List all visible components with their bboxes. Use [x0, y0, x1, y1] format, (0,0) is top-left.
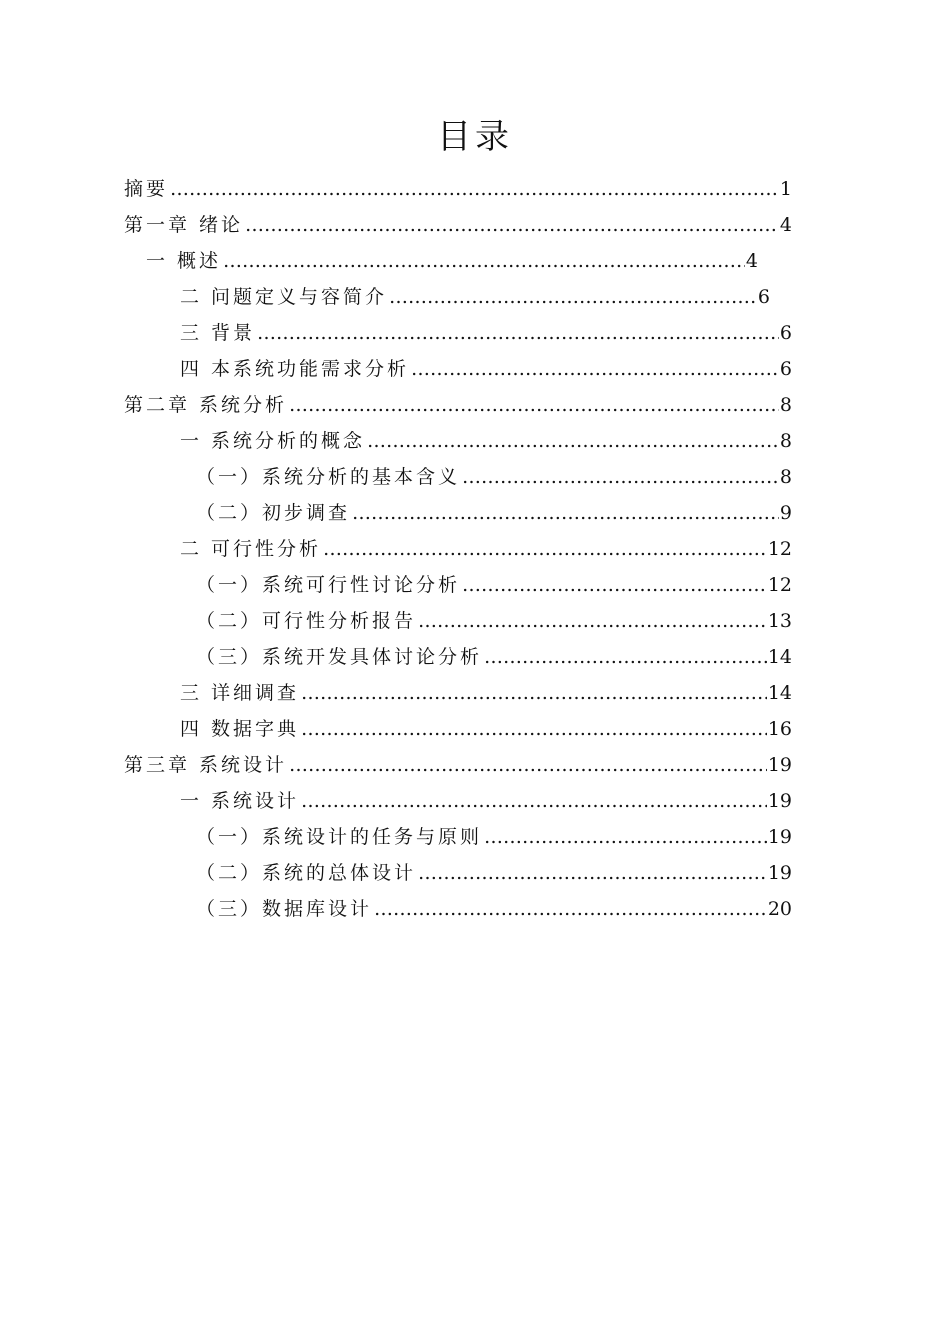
toc-entry-3-1[interactable] — [180, 786, 792, 816]
toc-entry-label: 一 系统分析的概念 — [180, 430, 366, 452]
toc-entry-2-3[interactable] — [180, 678, 792, 708]
toc-page-number: 4 — [779, 214, 792, 236]
toc-entry-label: （一）系统分析的基本含义 — [196, 466, 461, 488]
toc-entry-1-3[interactable] — [180, 318, 792, 348]
toc-entry-label: 三 背景 — [180, 322, 256, 344]
toc-entry-2-2-1[interactable] — [196, 570, 792, 600]
toc-entry-label: （二）初步调查 — [196, 502, 351, 524]
toc-page-number: 19 — [767, 790, 792, 812]
toc-page-number: 4 — [745, 250, 758, 272]
toc-leader-dots — [301, 786, 767, 816]
toc-entry-2-2[interactable] — [180, 534, 792, 564]
toc-leader-dots — [389, 282, 757, 312]
toc-entry-label: （一）系统可行性讨论分析 — [196, 574, 461, 596]
toc-entry-label: 第三章 系统设计 — [124, 754, 288, 776]
toc-leader-dots — [245, 210, 779, 240]
toc-entry-3-1-3[interactable] — [196, 894, 792, 924]
toc-entry-1-2[interactable] — [180, 282, 770, 312]
toc-entry-label: 四 数据字典 — [180, 718, 300, 740]
toc-entry-2-2-2[interactable] — [196, 606, 792, 636]
toc-entry-2-1-2[interactable] — [196, 498, 792, 528]
toc-page-number: 8 — [779, 394, 792, 416]
toc-entry-label: 四 本系统功能需求分析 — [180, 358, 410, 380]
toc-entry-label: （一）系统设计的任务与原则 — [196, 826, 483, 848]
toc-entry-label: 第一章 绪论 — [124, 214, 244, 236]
toc-page-number: 14 — [767, 646, 792, 668]
toc-leader-dots — [301, 678, 767, 708]
toc-entry-1-4[interactable] — [180, 354, 792, 384]
toc-leader-dots — [223, 246, 745, 276]
toc-page-number: 19 — [767, 754, 792, 776]
toc-entry-chapter-2[interactable] — [124, 390, 792, 420]
toc-leader-dots — [411, 354, 779, 384]
toc-entry-2-1[interactable] — [180, 426, 792, 456]
toc-page-number: 12 — [767, 538, 792, 560]
toc-leader-dots — [418, 858, 767, 888]
toc-entry-label: 摘要 — [124, 178, 169, 200]
toc-entry-2-1-1[interactable] — [196, 462, 792, 492]
page-title: 目录 — [437, 117, 513, 157]
toc-page-number: 20 — [767, 898, 792, 920]
toc-entry-label: 一 概述 — [146, 250, 222, 272]
toc-page-number: 9 — [779, 502, 792, 524]
toc-entry-label: 三 详细调查 — [180, 682, 300, 704]
toc-leader-dots — [289, 390, 779, 420]
toc-page-number: 6 — [779, 358, 792, 380]
toc-entry-2-4[interactable] — [180, 714, 792, 744]
toc-entry-abstract[interactable] — [124, 174, 792, 204]
toc-entry-label: 一 系统设计 — [180, 790, 300, 812]
toc-page-number: 19 — [767, 862, 792, 884]
toc-page-number: 6 — [757, 286, 770, 308]
toc-entry-label: （二）系统的总体设计 — [196, 862, 417, 884]
toc-leader-dots — [484, 822, 767, 852]
toc-entry-label: （二）可行性分析报告 — [196, 610, 417, 632]
toc-entry-label: 第二章 系统分析 — [124, 394, 288, 416]
toc-entry-label: 二 问题定义与容简介 — [180, 286, 388, 308]
toc-entry-label: （三）数据库设计 — [196, 898, 373, 920]
toc-entry-1-1[interactable] — [146, 246, 758, 276]
toc-entry-chapter-3[interactable] — [124, 750, 792, 780]
toc-page-number: 8 — [779, 430, 792, 452]
toc-leader-dots — [257, 318, 779, 348]
toc-page-number: 13 — [767, 610, 792, 632]
toc-entry-label: 二 可行性分析 — [180, 538, 322, 560]
toc-leader-dots — [323, 534, 767, 564]
toc-page-number: 14 — [767, 682, 792, 704]
toc-leader-dots — [170, 174, 779, 204]
toc-entry-2-2-3[interactable] — [196, 642, 792, 672]
toc-leader-dots — [418, 606, 767, 636]
toc-entry-label: （三）系统开发具体讨论分析 — [196, 646, 483, 668]
toc-leader-dots — [352, 498, 779, 528]
toc-page-number: 16 — [767, 718, 792, 740]
toc-page-number: 19 — [767, 826, 792, 848]
toc-leader-dots — [301, 714, 767, 744]
toc-leader-dots — [374, 894, 767, 924]
toc-entry-3-1-2[interactable] — [196, 858, 792, 888]
toc-entry-chapter-1[interactable] — [124, 210, 792, 240]
toc-page-number: 12 — [767, 574, 792, 596]
toc-page-number: 6 — [779, 322, 792, 344]
toc-leader-dots — [289, 750, 767, 780]
toc-leader-dots — [462, 570, 767, 600]
toc-entry-3-1-1[interactable] — [196, 822, 792, 852]
toc-page-number: 1 — [779, 178, 792, 200]
toc-leader-dots — [367, 426, 779, 456]
toc-leader-dots — [462, 462, 779, 492]
toc-page-number: 8 — [779, 466, 792, 488]
toc-leader-dots — [484, 642, 767, 672]
